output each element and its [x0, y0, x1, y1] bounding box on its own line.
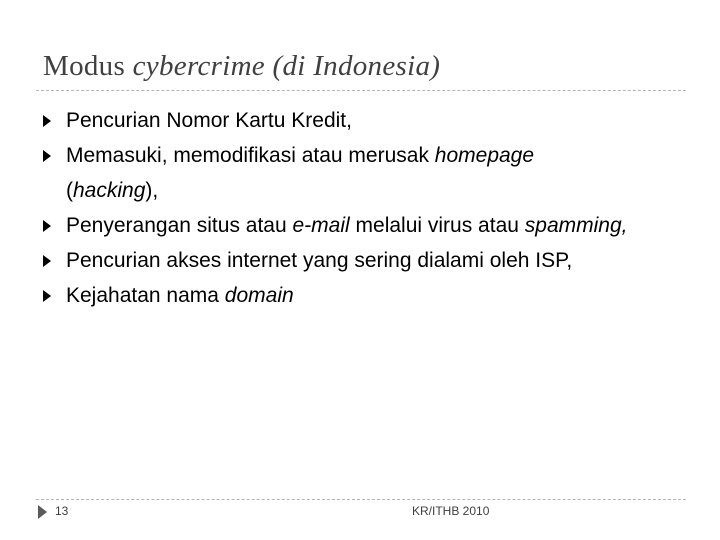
bullet-text: Pencurian akses internet yang sering dialami oleh ISP, — [66, 249, 573, 272]
bullet-italic-text: e-mail — [292, 214, 350, 237]
slide-title-regular: Modus — [43, 50, 133, 82]
bullet-arrow-icon — [43, 255, 51, 267]
bullet-italic-text: homepage — [434, 144, 535, 167]
bullet-item — [40, 138, 690, 208]
bullet-item — [40, 243, 690, 278]
bullet-text: melalui virus atau — [349, 214, 525, 237]
bullet-text: Kejahatan nama — [66, 284, 225, 307]
slide-title-italic: cybercrime (di Indonesia) — [132, 50, 441, 82]
footer-text: KR/ITHB 2010 — [412, 504, 490, 518]
bullet-item — [40, 103, 690, 138]
bullet-text: Penyerangan situs atau — [66, 214, 293, 237]
bullet-continuation — [66, 173, 690, 208]
footer-arrow-icon — [38, 505, 47, 519]
page-number: 13 — [55, 504, 69, 518]
bullet-italic-text: spamming, — [524, 214, 628, 237]
bullet-italic-text: domain — [224, 284, 294, 307]
bullet-arrow-icon — [43, 150, 51, 162]
bullet-arrow-icon — [43, 115, 51, 127]
bullet-italic-text: hacking — [73, 179, 146, 202]
bullet-list — [40, 103, 690, 313]
bullet-arrow-icon — [43, 220, 51, 232]
bullet-item — [40, 208, 690, 243]
slide-title — [43, 50, 440, 83]
bullet-paren-close: ), — [145, 179, 159, 202]
footer-divider — [36, 499, 686, 500]
title-divider — [36, 90, 686, 91]
bullet-text: Memasuki, memodifikasi atau merusak — [66, 144, 435, 167]
bullet-paren-open: ( — [66, 179, 73, 202]
bullet-text: Pencurian Nomor Kartu Kredit, — [66, 109, 352, 132]
bullet-item — [40, 278, 690, 313]
bullet-arrow-icon — [43, 290, 51, 302]
